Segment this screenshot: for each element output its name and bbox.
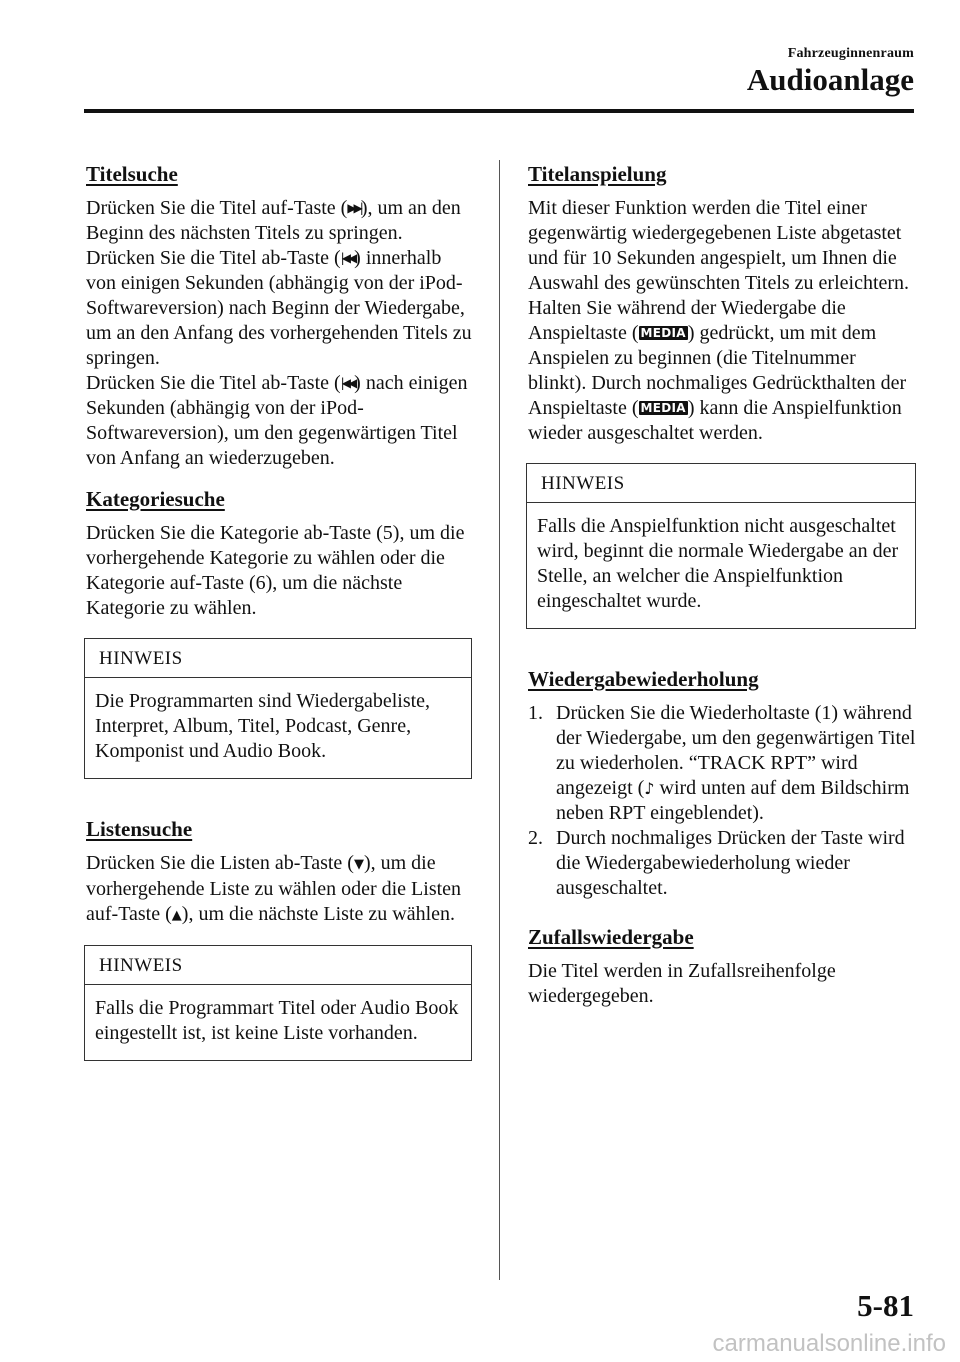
music-note-icon: ♪ (644, 779, 655, 798)
watermark: carmanualsonline.info (712, 1330, 946, 1357)
heading-titelanspielung: Titelanspielung (528, 162, 667, 186)
kategoriesuche-paragraph: Drücken Sie die Kategorie ab-Taste (5), um die vorhergehende Kategorie zu wählen oder die Kategorie auf-Taste (6), um die nächste Kategorie zu wählen. (86, 522, 465, 619)
left-column (86, 160, 472, 1061)
heading-wiedergabewiederholung: Wiedergabewiederholung (528, 667, 759, 691)
media-button-icon: MEDIA (640, 401, 686, 415)
titelsuche-paragraph-3: Drücken Sie die Titel ab-Taste (|◀◀) nach einigen Sekunden (abhängig von der iPod-Softwareversion), um den gegenwärtigen Titel von Anfang an wiederzugeben. (86, 372, 468, 469)
header-section-label: Fahrzeuginnenraum (787, 46, 914, 61)
zufall-paragraph: Die Titel werden in Zufallsreihenfolge wiedergegeben. (528, 960, 836, 1007)
note-box-anspielung (526, 463, 916, 629)
titelanspielung-paragraph-2: Halten Sie während der Wiedergabe die Anspieltaste ( MEDIA ) gedrückt, um mit dem Anspielen zu beginnen (die Titelnummer blinkt). Durch nochmaliges Gedrückthalten der Anspieltaste ( MEDIA ) kann die Anspielfunktion wieder ausgeschaltet werden. (528, 297, 907, 444)
next-track-icon: ▶▶| (347, 201, 361, 215)
right-column (528, 160, 916, 1009)
note-text: Falls die Anspielfunktion nicht ausgeschaltet wird, beginnt die normale Wiedergabe an der Stelle, an welcher die Anspielfunktion eingeschaltet wurde. (537, 515, 899, 612)
note-title: HINWEIS (527, 464, 915, 503)
previous-track-icon: |◀◀ (340, 251, 355, 265)
heading-zufallswiedergabe: Zufallswiedergabe (528, 925, 694, 949)
triangle-down-icon: ▼ (353, 857, 364, 872)
heading-kategoriesuche: Kategoriesuche (86, 487, 225, 511)
column-divider (499, 160, 500, 1280)
previous-track-icon: |◀◀ (340, 376, 355, 390)
list-item: 1. Drücken Sie die Wiederholtaste (1) während der Wiedergabe, um den gegenwärtigen Titel zu wiederholen. “TRACK RPT” wird angezeigt (♪ wird unten auf dem Bildschirm neben RPT eingeblendet). (528, 702, 916, 824)
listensuche-paragraph: Drücken Sie die Listen ab-Taste (▼), um die vorhergehende Liste zu wählen oder die Listen auf-Taste (▲), um die nächste Liste zu wählen. (86, 852, 462, 925)
page-title: Audioanlage (746, 62, 914, 97)
note-title: HINWEIS (85, 946, 471, 985)
titelanspielung-paragraph-1: Mit dieser Funktion werden die Titel einer gegenwärtig wiedergegebenen Liste abgetastet und für 10 Sekunden angespielt, um Ihnen die Auswahl des gewünschten Titels zu erleichtern. (528, 197, 910, 294)
media-button-icon: MEDIA (640, 326, 686, 340)
triangle-up-icon: ▲ (171, 908, 182, 923)
list-item: 2. Durch nochmaliges Drücken der Taste wird die Wiedergabewiederholung wieder ausgeschaltet. (528, 827, 905, 899)
header-rule (84, 109, 914, 113)
titelsuche-paragraph-2: Drücken Sie die Titel ab-Taste (|◀◀) innerhalb von einigen Sekunden (abhängig von der iPod-Softwareversion) nach Beginn der Wiedergabe, um an den Anfang des vorhergehenden Titels zu springen. (86, 247, 472, 369)
note-box-listen (84, 945, 472, 1061)
page-number: 5-81 (857, 1288, 914, 1323)
wiederholung-steps (528, 701, 916, 901)
note-text: Die Programmarten sind Wiedergabeliste, Interpret, Album, Titel, Podcast, Genre, Komponist und Audio Book. (95, 690, 431, 762)
heading-titelsuche: Titelsuche (86, 162, 178, 186)
note-title: HINWEIS (85, 639, 471, 678)
titelsuche-paragraph-1: Drücken Sie die Titel auf-Taste (▶▶|), um an den Beginn des nächsten Titels zu springen. (86, 197, 461, 244)
note-text: Falls die Programmart Titel oder Audio Book eingestellt ist, ist keine Liste vorhanden. (95, 997, 459, 1044)
note-box-kategorie (84, 638, 472, 779)
heading-listensuche: Listensuche (86, 817, 193, 841)
